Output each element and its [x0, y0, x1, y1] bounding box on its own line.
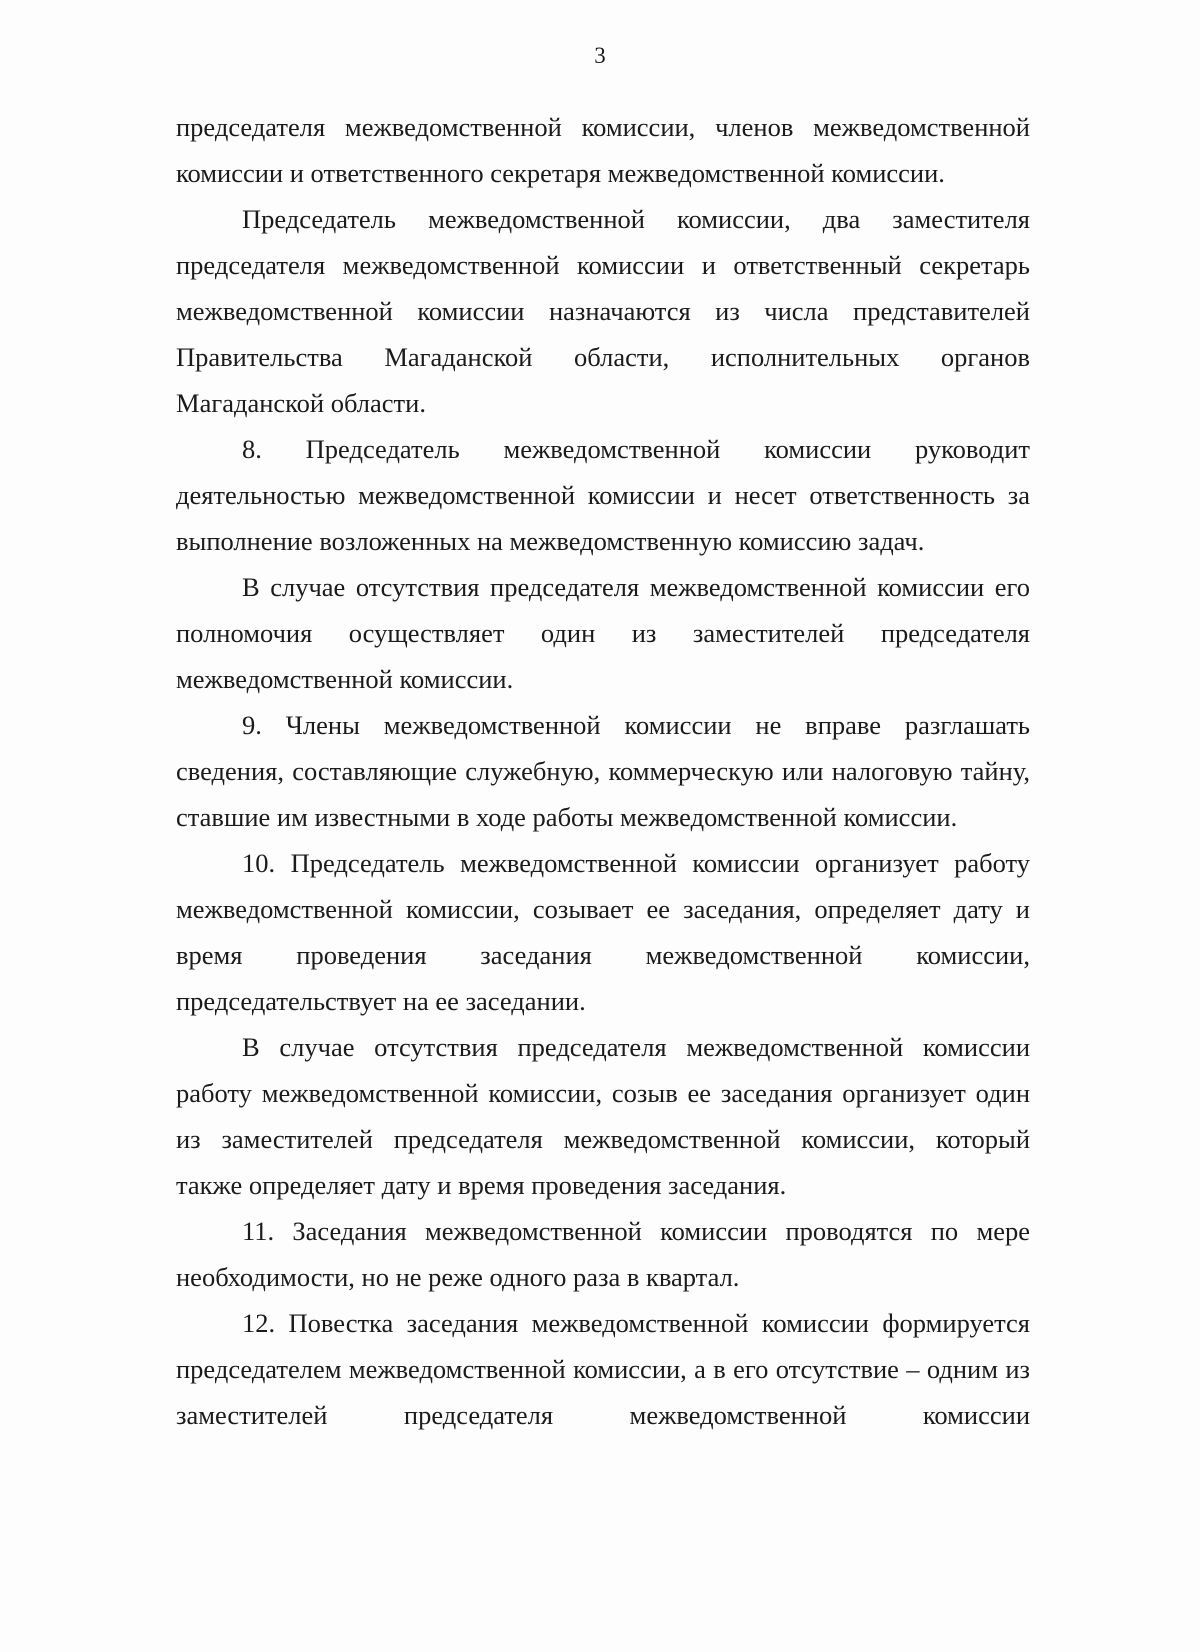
paragraph-item-12: 12. Повестка заседания межведомственной комиссии формируется председателем межведомственной комиссии, а в его отсутствие – одним из заместителей председателя межведомственной комиссии	[176, 1308, 1030, 1430]
paragraph-item-8: 8. Председатель межведомственной комиссии руководит деятельностью межведомственной комиссии и несет ответственность за выполнение возложенных на межведомственную комиссию задач.	[176, 434, 1030, 556]
paragraph-continuation: председателя межведомственной комиссии, членов межведомственной комиссии и ответственного секретаря межведомственной комиссии.	[176, 112, 1030, 188]
paragraph-meeting-organization-absence: В случае отсутствия председателя межведомственной комиссии работу межведомственной комиссии, созыв ее заседания организует один из заместителей председателя межведомственной комиссии, который также определяет дату и время проведения заседания.	[176, 1032, 1030, 1200]
paragraph-item-10: 10. Председатель межведомственной комиссии организует работу межведомственной комиссии, созывает ее заседания, определяет дату и время проведения заседания межведомственной комиссии, председательствует на ее заседании.	[176, 848, 1030, 1016]
document-body	[176, 104, 1030, 1438]
page-number: 3	[594, 43, 606, 68]
paragraph-chairman-absence: В случае отсутствия председателя межведомственной комиссии его полномочия осуществляет один из заместителей председателя межведомственной комиссии.	[176, 572, 1030, 694]
paragraph-item-9: 9. Члены межведомственной комиссии не вправе разглашать сведения, составляющие служебную, коммерческую или налоговую тайну, ставшие им известными в ходе работы межведомственной комиссии.	[176, 710, 1030, 832]
paragraph-item-11: 11. Заседания межведомственной комиссии проводятся по мере необходимости, но не реже одного раза в квартал.	[176, 1216, 1030, 1292]
paragraph-chairman-appointment: Председатель межведомственной комиссии, два заместителя председателя межведомственной комиссии и ответственный секретарь межведомственной комиссии назначаются из числа представителей Правительства Магаданской области, исполнительных органов Магаданской области.	[176, 204, 1030, 418]
